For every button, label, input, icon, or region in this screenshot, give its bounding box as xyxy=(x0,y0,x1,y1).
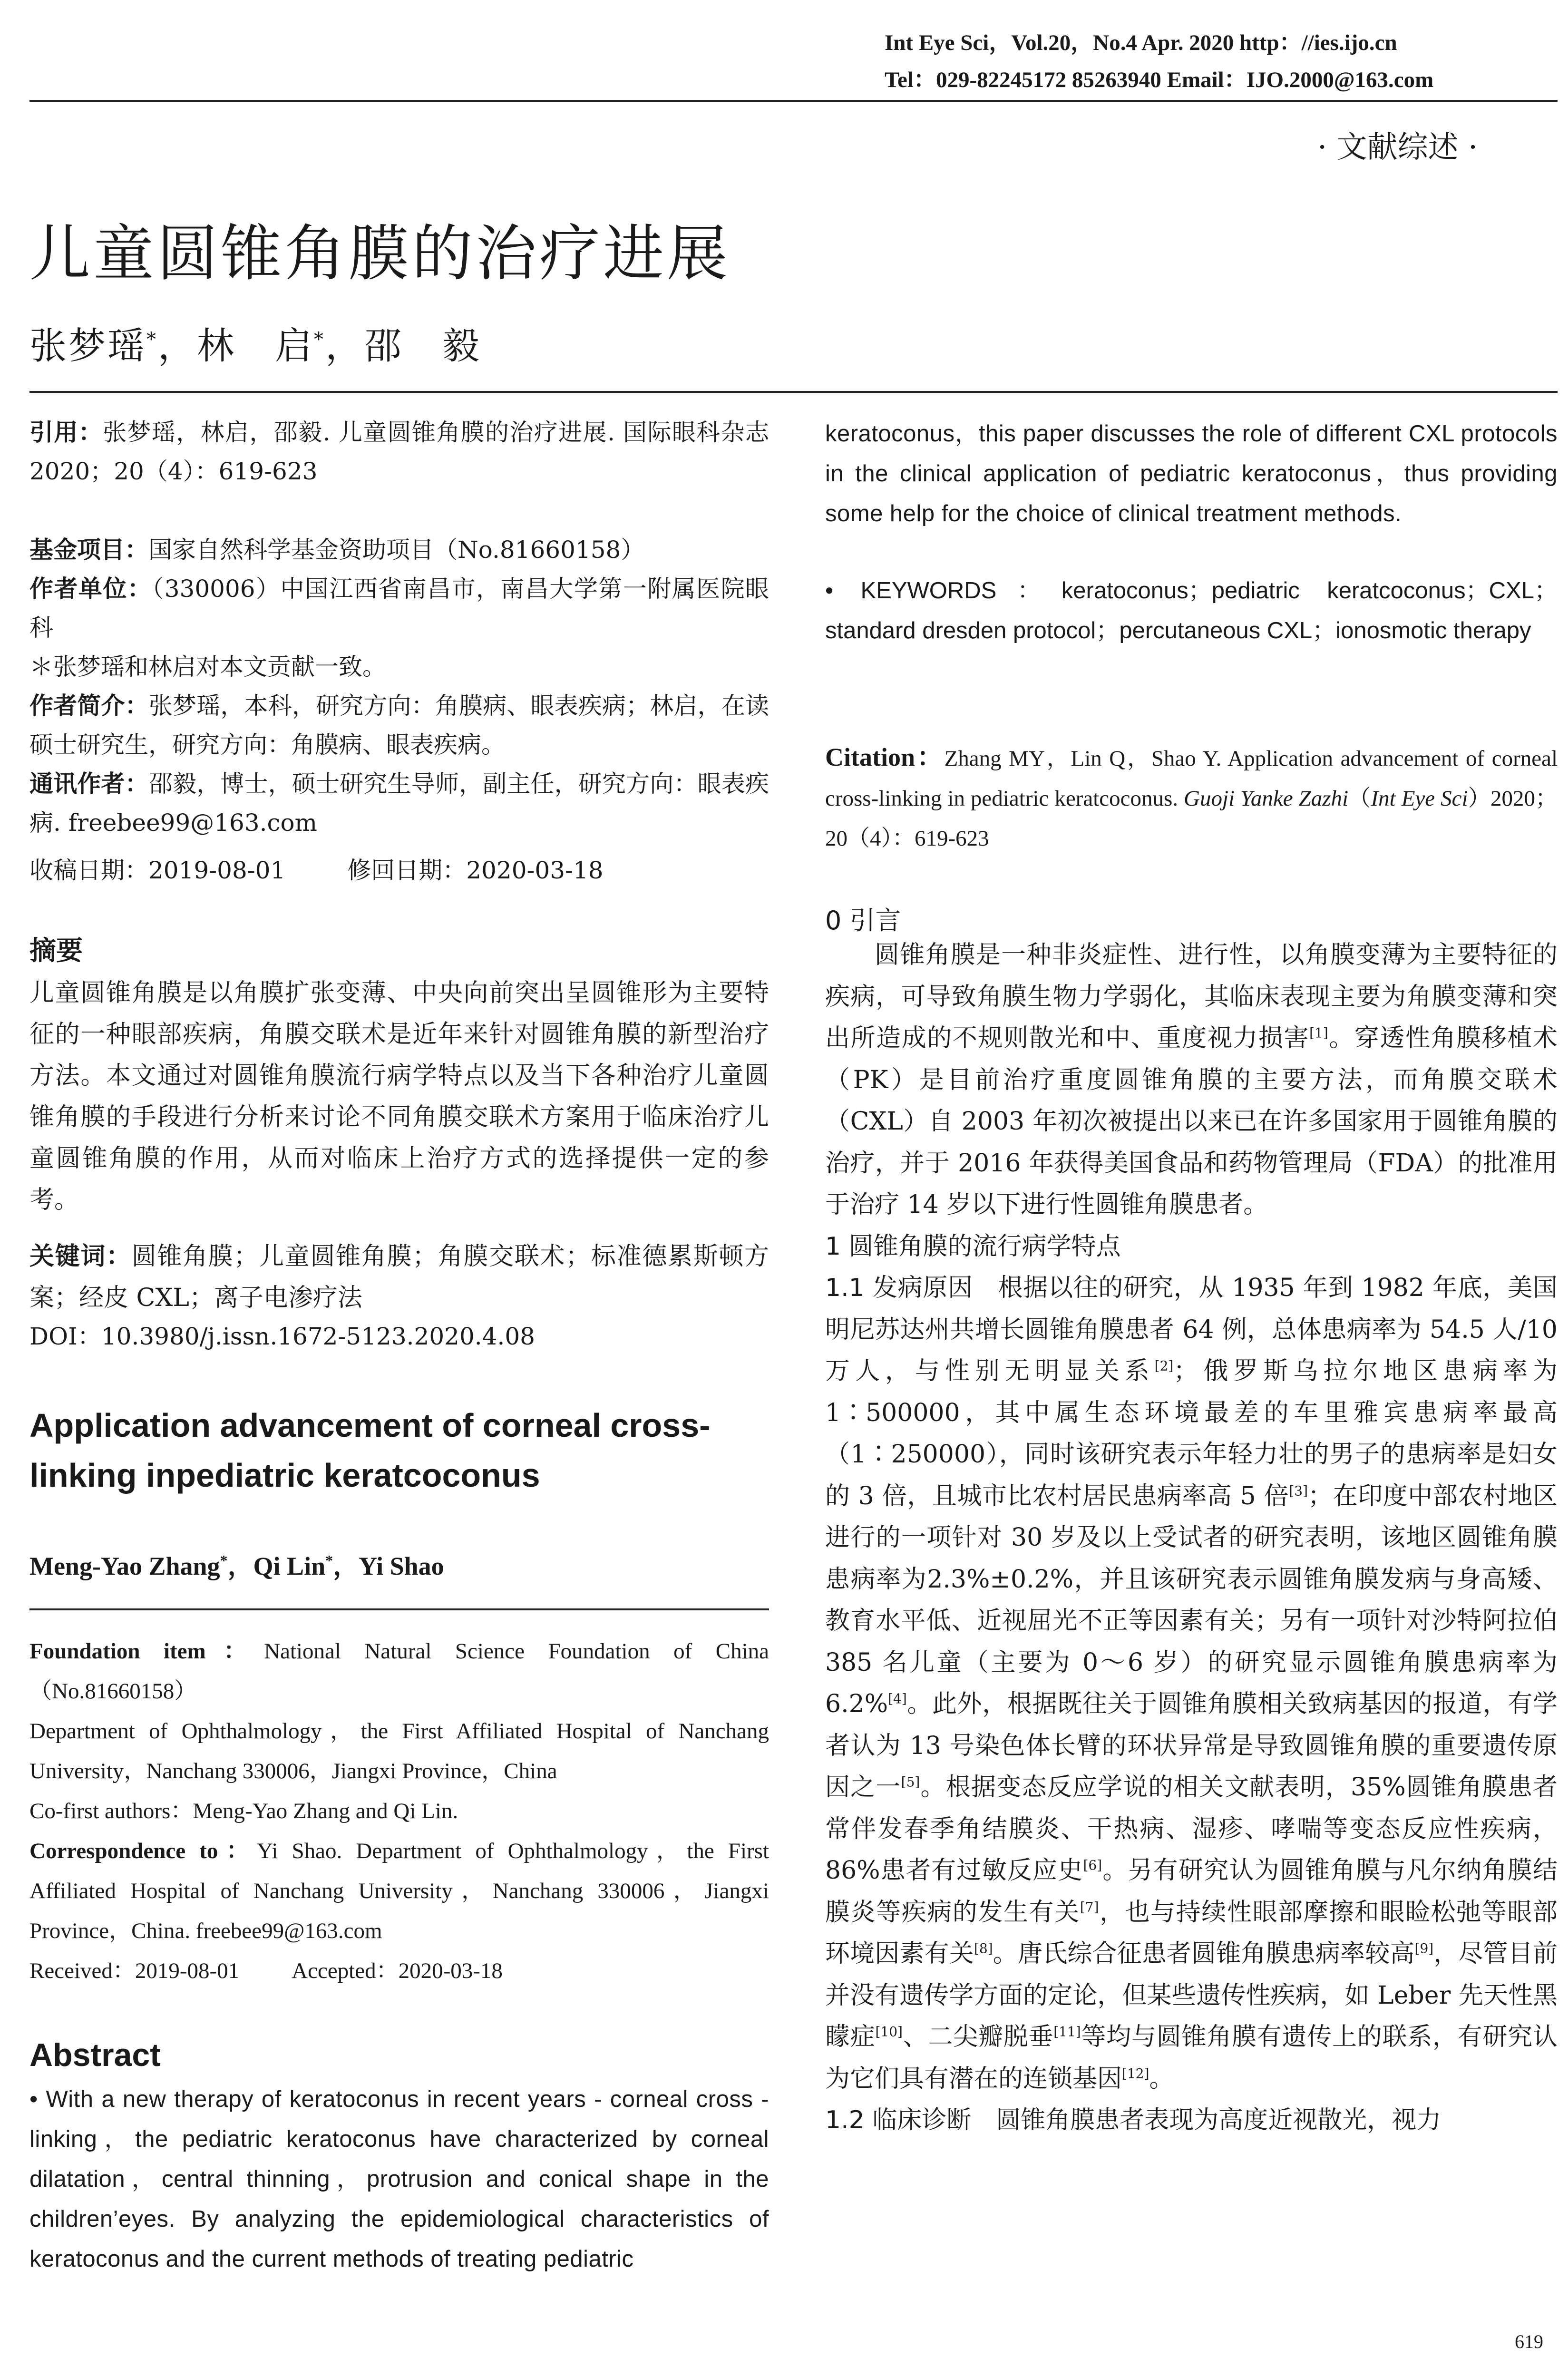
english-abstract-part1: • With a new therapy of keratoconus in recent years - corneal cross - linking，the pediatric keratoconus have characterized by corneal dilatation，central thinning，protrusion and conical shape in the children’eyes. By analyzing the epidemiological characteristics of keratoconus and the current methods of treating pediatric xyxy=(29,2086,769,2272)
unit-cn-text: （330006）中国江西省南昌市，南昌大学第一附属医院眼科 xyxy=(29,575,769,642)
header-rule xyxy=(29,100,1558,102)
intro-heading: 0 引言 xyxy=(825,906,901,935)
corr-cn-text: 邵毅，博士，硕士研究生导师，副主任，研究方向：眼表疾病. freebee99@163.com xyxy=(29,770,769,837)
keywords-cn-text: 圆锥角膜；儿童圆锥角膜；角膜交联术；标准德累斯顿方案；经皮 CXL；离子电渗疗法 xyxy=(29,1242,769,1312)
english-authors-rule xyxy=(29,1608,769,1610)
s11-text-k: 等均与圆锥角膜有遗传上的联系，有研究认为它们具有潜在的连锁基因 xyxy=(825,2023,1558,2093)
en-citation-journal: Guoji Yanke Zazhi xyxy=(1184,786,1349,811)
en-citation-label: Citation： xyxy=(825,743,945,771)
en-fund-label: Foundation item： xyxy=(29,1639,264,1664)
ref-1: [1] xyxy=(1309,1025,1328,1041)
ref-6: [6] xyxy=(1083,1857,1102,1873)
en-corr xyxy=(29,1831,769,1951)
unit-cn xyxy=(29,569,769,647)
s12-text-a: 圆锥角膜患者表现为高度近视散光，视力 xyxy=(971,2106,1441,2134)
en-equal-mark: * xyxy=(325,1552,333,1569)
citation-cn xyxy=(29,413,769,491)
english-abstract-part2: keratoconus，this paper discusses the role of different CXL protocols in the clinical application of pediatric keratoconus，thus providing some help for the choice of clinical treatment methods. xyxy=(825,421,1558,526)
equal-mark: * xyxy=(146,329,158,351)
en-fund-text: National Natural Science Foundation of China（No.81660158） xyxy=(29,1639,769,1704)
meta-cn xyxy=(29,530,769,842)
s11-text-i: ，尽管目前并没有遗传学方面的定论，但某些遗传性疾病，如 Leber 先天性黑矇症 xyxy=(825,1939,1558,2051)
en-cofirst: Co-first authors：Meng-Yao Zhang and Qi Lin. xyxy=(29,1799,458,1823)
article-title: 儿童圆锥角膜的治疗进展 xyxy=(29,218,731,289)
s11-text-c: ；在印度中部农村地区进行的一项针对 30 岁及以上受试者的研究表明，该地区圆锥角膜患病率为2.3%±0.2%，并且该研究表示圆锥角膜发病与身高矮、教育水平低、近视屈光不正等因素有关；另有一项针对沙特阿拉伯 385 名儿童（主要为 0～6 岁）的研究显示圆锥角膜患病率为 6.2% xyxy=(825,1481,1558,1718)
ref-8: [8] xyxy=(974,1940,993,1957)
english-keywords xyxy=(825,571,1558,651)
english-meta xyxy=(29,1631,769,1991)
body-text xyxy=(825,935,1558,2142)
author-2: ，林 启 xyxy=(158,325,314,368)
s11-text-h: 。唐氏综合征患者圆锥角膜患病率较高 xyxy=(993,1939,1415,1968)
fund-cn-text: 国家自然科学基金资助项目（No.81660158） xyxy=(148,536,645,564)
authors-rule xyxy=(29,391,1558,393)
ref-12: [12] xyxy=(1122,2065,1149,2082)
english-citation xyxy=(825,737,1558,858)
fund-cn xyxy=(29,530,769,569)
s11-text-f: 。另有研究认为圆锥角膜与凡尔纳角膜结膜炎等疾病的发生有关 xyxy=(825,1856,1558,1927)
en-equal-mark: * xyxy=(220,1552,228,1569)
intro-text-b: 。穿透性角膜移植术（PK）是目前治疗重度圆锥角膜的主要方法，而角膜交联术（CXL）自 2003 年初次被提出以来已在许多国家用于圆锥角膜的治疗，并于 2016 年获得美国食品和药物管理局（FDA）的批准用于治疗 14 岁以下进行性圆锥角膜患者。 xyxy=(825,1024,1558,1219)
received-cn: 收稿日期：2019-08-01 xyxy=(29,857,286,884)
s11-text-g: ，也与持续性眼部摩擦和眼睑松弛等眼部环境因素有关 xyxy=(825,1898,1558,1968)
author-3: ，邵 毅 xyxy=(325,325,482,368)
en-corr-label: Correspondence to： xyxy=(29,1839,257,1863)
equal-mark: * xyxy=(314,329,326,351)
s11-text-e: 。根据变态反应学说的相关文献表明，35%圆锥角膜患者常伴发春季角结膜炎、干热病、湿疹、哮喘等变态反应性疾病，86%患者有过敏反应史 xyxy=(825,1773,1558,1885)
authors-cn xyxy=(29,316,481,370)
en-citation-volume: ）2020；20（4）：619-623 xyxy=(825,786,1558,851)
s11-text-j: 、二尖瓣脱垂 xyxy=(902,2023,1054,2051)
intro-text-a: 圆锥角膜是一种非炎症性、进行性，以角膜变薄为主要特征的疾病，可导致角膜生物力学弱化，其临床表现主要为角膜变薄和突出所造成的不规则散光和中、重度视力损害 xyxy=(825,941,1558,1052)
en-received: Received：2019-08-01 xyxy=(29,1958,240,1983)
doi: DOI：10.3980/j.issn.1672-5123.2020.4.08 xyxy=(29,1323,535,1350)
abstract-cn-heading: 摘要 xyxy=(29,935,83,966)
citation-cn-text: 张梦瑶，林启，邵毅. 儿童圆锥角膜的治疗进展. 国际眼科杂志 2020；20（4）：619-623 xyxy=(29,419,769,485)
ref-11: [11] xyxy=(1053,2024,1081,2040)
citation-cn-label: 引用： xyxy=(29,418,103,446)
ref-10: [10] xyxy=(875,2024,903,2040)
keywords-cn xyxy=(29,1236,769,1319)
en-accepted: Accepted：2020-03-18 xyxy=(292,1958,503,1983)
s11-text-b: ；俄罗斯乌拉尔地区患病率为 1∶500000，其中属生态环境最差的车里雅宾患病率最高（1∶250000），同时该研究表示年轻力壮的男子的患病率是妇女的 3 倍，且城市比农村居民患病率高 5 倍 xyxy=(825,1357,1558,1510)
corr-cn xyxy=(29,764,769,842)
ref-2: [2] xyxy=(1154,1358,1174,1374)
journal-header-line1: Int Eye Sci，Vol.20，No.4 Apr. 2020 http：//ies.ijo.cn xyxy=(885,30,1397,55)
bio-cn-label: 作者简介： xyxy=(29,692,149,720)
bio-cn xyxy=(29,686,769,764)
en-dates xyxy=(29,1951,769,1991)
dates-cn xyxy=(29,851,769,886)
ref-5: [5] xyxy=(901,1774,920,1790)
corr-cn-label: 通讯作者： xyxy=(29,770,149,798)
section-tag: · 文献综述 · xyxy=(1317,130,1478,165)
section-1-1-paragraph xyxy=(825,1267,1558,2100)
journal-header-line2: Tel：029-82245172 85263940 Email：IJO.2000@163.com xyxy=(885,68,1434,92)
abstract-cn-text: 儿童圆锥角膜是以角膜扩张变薄、中央向前突出呈圆锥形为主要特征的一种眼部疾病，角膜交联术是近年来针对圆锥角膜的新型治疗方法。本文通过对圆锥角膜流行病学特点以及当下各种治疗儿童圆锥角膜的手段进行分析来讨论不同角膜交联术方案用于临床治疗儿童圆锥角膜的作用，从而对临床上治疗方式的选择提供一定的参考。 xyxy=(29,979,769,1214)
bio-cn-text: 张梦瑶，本科，研究方向：角膜病、眼表疾病；林启，在读硕士研究生，研究方向：角膜病、眼表疾病。 xyxy=(29,692,769,759)
s11-text-d: 。此外，根据既往关于圆锥角膜相关致病基因的报道，有学者认为 13 号染色体长臂的环状异常是导致圆锥角膜的重要遗传原因之一 xyxy=(825,1690,1558,1802)
fund-cn-label: 基金项目： xyxy=(29,536,148,564)
en-dept: Department of Ophthalmology，the First Affiliated Hospital of Nanchang University，Nanchang 330006，Jiangxi Province，China xyxy=(29,1719,769,1783)
en-author-1: Meng-Yao Zhang xyxy=(29,1552,220,1580)
en-author-3: ，Yi Shao xyxy=(333,1552,444,1580)
revised-cn: 修回日期：2020-03-18 xyxy=(347,857,604,884)
ref-4: [4] xyxy=(888,1691,907,1707)
en-citation-paren: （ xyxy=(1348,786,1371,811)
en-citation-text: Zhang MY，Lin Q，Shao Y. Application advancement of corneal cross-linking in pediatric keratcoconus. xyxy=(825,746,1558,811)
en-keywords-text: keratoconus；pediatric keratcoconus；CXL；standard dresden protocol；percutaneous CXL；ionosmotic therapy xyxy=(825,578,1558,643)
ref-7: [7] xyxy=(1080,1899,1099,1915)
english-title: Application advancement of corneal cross-linking inpediatric keratcoconus xyxy=(29,1407,711,1494)
section-1-2-paragraph xyxy=(825,2100,1558,2142)
english-abstract-heading: Abstract xyxy=(29,2037,161,2073)
section-1-1-heading: 1.1 发病原因 xyxy=(825,1274,973,1302)
page-number: 619 xyxy=(1515,2331,1543,2352)
section-1-heading: 1 圆锥角膜的流行病学特点 xyxy=(825,1232,1121,1261)
s11-text-a: 根据以往的研究，从 1935 年到 1982 年底，美国明尼苏达州共增长圆锥角膜患者 64 例，总体患病率为 54.5 人/10 万人，与性别无明显关系 xyxy=(825,1274,1558,1385)
en-author-2: ，Qi Lin xyxy=(227,1552,326,1580)
ref-3: [3] xyxy=(1289,1483,1308,1499)
ref-9: [9] xyxy=(1414,1940,1434,1957)
en-keywords-label: • KEYWORDS： xyxy=(825,578,1062,604)
en-fund xyxy=(29,1631,769,1711)
english-authors xyxy=(29,1546,769,1582)
unit-cn-label: 作者单位： xyxy=(29,575,152,603)
section-1-2-heading: 1.2 临床诊断 xyxy=(825,2106,972,2134)
author-1: 张梦瑶 xyxy=(29,325,147,368)
en-citation-abbr: Int Eye Sci xyxy=(1371,786,1468,811)
keywords-cn-label: 关键词： xyxy=(29,1242,132,1271)
intro-paragraph xyxy=(825,935,1558,1226)
equal-note: ＊张梦瑶和林启对本文贡献一致。 xyxy=(29,653,386,681)
s11-text-l: 。 xyxy=(1149,2064,1174,2093)
en-corr-text: Yi Shao. Department of Ophthalmology，the First Affiliated Hospital of Nanchang University，Nanchang 330006，Jiangxi Province，China. freebee99@163.com xyxy=(29,1839,769,1943)
